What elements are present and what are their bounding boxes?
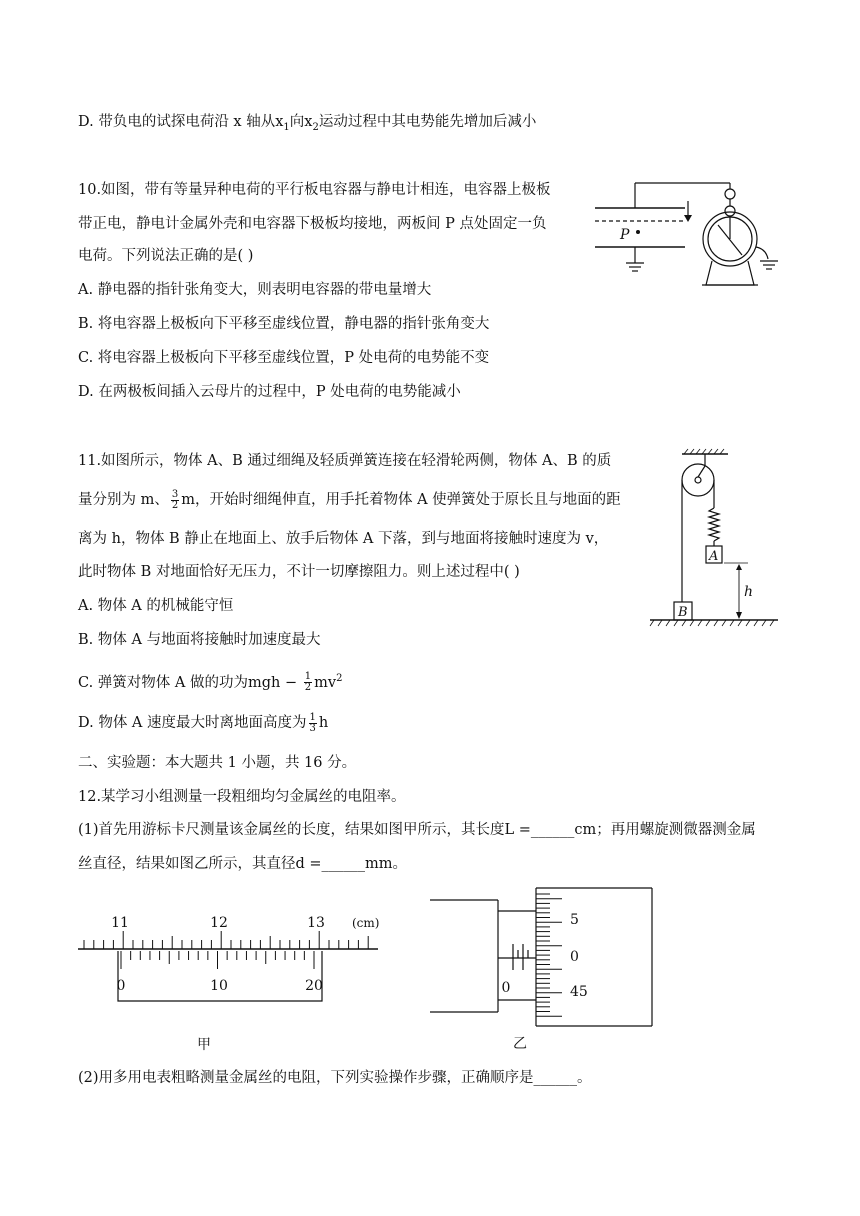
block-a-label: A [709, 549, 719, 564]
q10-stem-line1: 10.如图，带有等量异种电荷的平行板电容器与静电计相连，电容器上极板 [78, 182, 551, 198]
q10-stem-line3: 电荷。下列说法正确的是( ) [78, 248, 254, 264]
thimble-label-0: 0 [570, 949, 579, 965]
main-scale-label-13: 13 [307, 915, 325, 931]
q11-stem-line2: 量分别为 m、 $\frac{3}{2}$ m，开始时细绳伸直，用手托着物体 A 使弹簧处于原长且与地面的距 [78, 488, 621, 511]
q10-option-a: A. 静电器的指针张角变大，则表明电容器的带电量增大 [78, 282, 432, 298]
sleeve-label-0: 0 [501, 980, 511, 996]
arrow-up-icon [736, 564, 742, 570]
q12-stem: 12.某学习小组测量一段粗细均匀金属丝的电阻率。 [78, 789, 406, 805]
fraction-1-2: $\frac{1}{2}$ [304, 671, 312, 694]
q11-option-c: C. 弹簧对物体 A 做的功为mgh − $\frac{1}{2}$ $mv^2$ [78, 671, 343, 694]
q12-part1-line1: (1)首先用游标卡尺测量该金属丝的长度，结果如图甲所示，其长度L =______cm；再用螺旋测微器测金属 [78, 822, 756, 838]
fraction-1-3: $\frac{1}{3}$ [309, 711, 316, 734]
pulley-spring-figure [648, 446, 788, 631]
p-point-label: P [620, 227, 630, 243]
vernier-caliper-figure [76, 905, 386, 1055]
micrometer-figure [428, 886, 658, 1056]
q11-option-a: A. 物体 A 的机械能守恒 [78, 598, 234, 614]
main-scale-ticks [84, 931, 368, 949]
thimble-label-45: 45 [570, 984, 588, 1000]
vernier-label-20: 20 [305, 978, 323, 994]
q11-stem-line3: 离为 h，物体 B 静止在地面上、放手后物体 A 下落，到与地面将接触时速度为 v， [78, 531, 609, 547]
arrow-down-icon [684, 215, 692, 222]
height-label: h [744, 584, 754, 600]
micrometer-caption: 乙 [513, 1036, 527, 1052]
arrow-down-icon [736, 612, 742, 619]
unit-label: (cm) [352, 916, 380, 930]
vernier-label-0: 0 [116, 978, 126, 994]
vernier-scale-ticks [121, 951, 314, 969]
q12-part1-line2: 丝直径，结果如图乙所示，其直径d =______mm。 [78, 856, 408, 872]
q9-option-d: D. 带负电的试探电荷沿 x 轴从$x_1$向$x_2$运动过程中其电势能先增加后减小 [78, 114, 537, 133]
q12-part2: (2)用多用电表粗略测量金属丝的电阻，下列实验操作步骤，正确顺序是______。 [78, 1070, 592, 1086]
q10-option-d: D. 在两极板间插入云母片的过程中，P 处电荷的电势能减小 [78, 384, 461, 400]
vernier-label-10: 10 [210, 978, 228, 994]
q11-option-d: D. 物体 A 速度最大时离地面高度为 $\frac{1}{3}$ h [78, 711, 329, 734]
thimble-label-5: 5 [570, 912, 579, 928]
capacitor-electroscope-figure [590, 175, 790, 295]
q11-stem-line4: 此时物体 B 对地面恰好无压力，不计一切摩擦阻力。则上述过程中( ) [78, 564, 520, 580]
section-heading: 二、实验题：本大题共 1 小题，共 16 分。 [78, 755, 357, 771]
thimble-scale-ticks [536, 894, 562, 1016]
q11-option-b: B. 物体 A 与地面将接触时加速度最大 [78, 632, 321, 648]
q10-stem-line2: 带正电，静电计金属外壳和电容器下极板均接地，两板间 P 点处固定一负 [78, 216, 547, 232]
fraction-3-2: $\frac{3}{2}$ [171, 488, 179, 511]
q10-option-c: C. 将电容器上极板向下平移至虚线位置，P 处电荷的电势能不变 [78, 350, 490, 366]
main-scale-label-11: 11 [111, 915, 129, 931]
q10-option-b: B. 将电容器上极板向下平移至虚线位置，静电器的指针张角变大 [78, 316, 490, 332]
block-b-label: B [678, 605, 688, 620]
p-point-dot [636, 230, 640, 234]
q11-stem-line1: 11.如图所示，物体 A、B 通过细绳及轻质弹簧连接在轻滑轮两侧，物体 A、B 的质 [78, 453, 612, 469]
main-scale-label-12: 12 [210, 915, 228, 931]
caliper-caption: 甲 [197, 1037, 211, 1053]
